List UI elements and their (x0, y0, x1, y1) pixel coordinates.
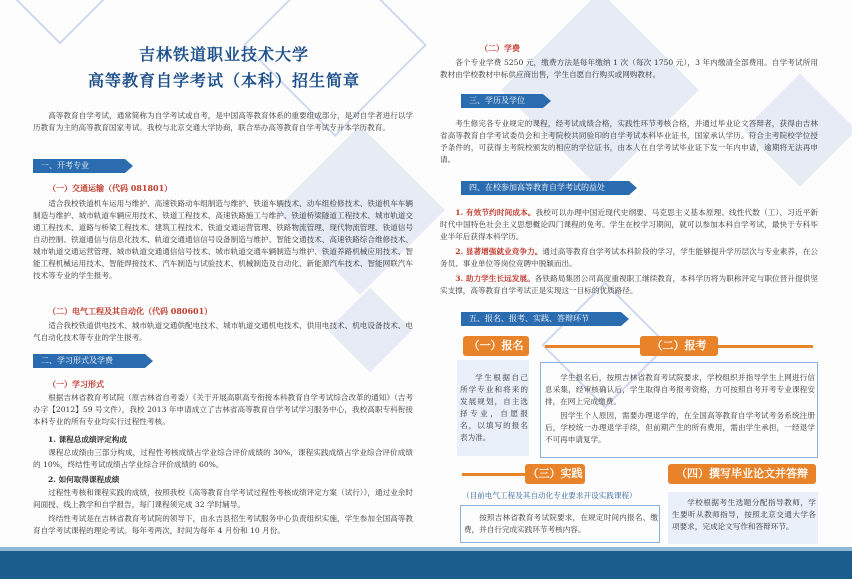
benefit-3-label: 3. 助力学生长远发展。 (455, 274, 535, 283)
exam-application-text-2: 因学生个人原因，需要办理退学的，在全国高等教育自学考试考务系统注册后，学校统一办理退学手续，但前期产生的所有费用，需由学生承担，一经退学不可再申请复学。 (545, 411, 815, 444)
get-score-label: 2. 如何取得课程成绩 (48, 475, 120, 484)
major-1-title: （一）交通运输（代码 081801） (48, 183, 173, 193)
thesis-tag: （四）撰写毕业论文并答辩 (668, 464, 816, 484)
exam-application-line-right (718, 345, 813, 348)
degree-text: 考生修完各专业规定的课程，经考试成绩合格，实践性环节考核合格，并通过毕业论文答辩者，获得由吉林省高等教育自学考试委员会和主考院校共同验印的自学考试本科毕业证书，国家承认学历。符合主考院校学位授予条件的，可获得主考院校颁发的相应的学位证书，由本人在自学考试毕业证下发一年内申请，逾期将无法再申请。 (440, 119, 818, 164)
section-header-benefits: 四、在校参加高等教育自学考试的益处 (461, 181, 629, 195)
registration-text: 学生根据自己所学专业和将来的发展规划，自主选择专业，自愿报名，以填写的报名表为准。 (460, 373, 528, 442)
page-title: 吉林铁道职业技术大学 (138, 45, 309, 64)
exam-application-tag: （二）报考 (640, 336, 718, 356)
practice-tag: （三）实践 (525, 464, 585, 484)
fee-title: （二）学费 (480, 43, 520, 53)
practice-line (462, 473, 525, 476)
thesis-text: 学校根据考生选题分配指导教师，学生要听从教师指导，按照北京交通大学各项要求，完成论文写作和答辩环节。 (672, 498, 816, 531)
practice-note: （目前电气工程及其自动化专业要求开设实践课程） (462, 491, 637, 500)
fee-text: 各个专业学费 5250 元，缴费方法是每年缴纳 1 次（每次 1750 元），3 年内缴清全部费用。自学考试所用教材由学校教材中标供应商出售，学生自愿自行购买或网购教材。 (440, 58, 818, 79)
major-2-title: （二）电气工程及其自动化（代码 080601） (48, 306, 213, 316)
section-header-study: 二、学习形式及学费 (33, 354, 145, 368)
decoration-diamond (11, 0, 110, 44)
intro-text: 高等教育自学考试，通常简称为自学考试或自考，是中国高等教育体系的重要组成部分，是对自学者进行以学历教育为主的高等教育国家考试。我校与北京交通大学协商，联合举办高等教育自学考试专升本学历教育。 (33, 111, 413, 132)
registration-tag: （一）报名 (463, 336, 529, 356)
study-form-title: （一）学习形式 (48, 379, 104, 389)
practice-text: 按照吉林省教育考试院要求，在规定时间内报名、缴费，并自行完成实践环节考核内容。 (464, 513, 658, 534)
benefit-1-label: 1. 有效节约时间成本。 (455, 208, 536, 217)
benefit-1-text: 我校可以办理中国近现代史纲要、马克思主义基本原理、线性代数（工）、习近平新时代中国特色社会主义思想概论四门课程的免考。学生在校学习期间，就可以参加本科自学考试，最快于专科毕业半年后获得本科学历。 (440, 208, 818, 241)
get-score-text-1: 过程性考核和课程实践的成绩，按照我校《高等教育自学考试过程性考核成绩评定方案（试行）》，通过业余时间面授、线上教学和自学报告，每门课程须完成 32 学时辅导。 (33, 488, 413, 509)
study-form-text: 根据吉林省教育考试院（原吉林省自考委）《关于开展高职高专衔接本科教育自学考试综合改革的通知》（吉考办字【2012】59 号文件），我校 2013 年申请成立了吉林省高等教育自学考试学习服务中心，我校高职专科衔接本科专业的所有专业均实行过程性考核。 (33, 393, 413, 426)
score-composition-text: 课程总成绩由三部分构成，过程性考核成绩占学业综合评价成绩的 30%，课程实践成绩占学业综合评价成绩的 10%，终结性考试成绩占学业综合评价成绩的 60%。 (33, 448, 413, 469)
exam-application-line-left (545, 345, 640, 348)
benefit-3-text: 各铁路局集团公司高度重视职工继续教育，本科学历将为职称评定与职位晋升提供坚实支撑，高等教育自学考试正是实现这一目标的优质路径。 (440, 274, 819, 295)
benefit-2 (440, 246, 818, 270)
major-1-text: 适合我校铁道机车运用与维护、高速铁路动车组制造与维护、铁道车辆技术、动车组检修技术、铁道机车车辆制造与维护、城市轨道车辆应用技术、铁道工程技术、高速铁路施工与维护、铁道桥梁隧道工程技术、城市轨道交通工程技术、道路与桥梁工程技术、建筑工程技术、铁道交通运营管理、铁路物流管理、现代物流管理、铁道信号自动控制、铁道通信与信息化技术、轨道交通通信信号设备制造与维护、智能交通技术、高速铁路综合维修技术、城市轨道交通运营管理、城市轨道交通通信信号技术、城市轨道交通车辆制造与维护、铁道养路机械应用技术、智能工程机械运用技术、智能焊接技术、汽车制造与试验技术、机械制造及自动化、新能源汽车技术、智能网联汽车技术等专业的学生报考。 (33, 199, 413, 280)
footer-bar (0, 551, 852, 579)
score-composition-label: 1. 课程总成绩评定构成 (48, 435, 127, 444)
section-header-steps: 五、报名、报考、实践、答辩环节 (461, 312, 621, 326)
exam-application-text-1: 学生报名后，按照吉林省教育考试院要求，学校组织并指导学生上网进行信息采集，经审核确认后，学生取得自考报考资格，方可按照自考开考专业课程安排，在网上完成缴费。 (545, 373, 815, 406)
section-header-degree: 三、学历及学位 (461, 94, 543, 108)
major-2-text: 适合我校铁道供电技术、城市轨道交通供配电技术、城市轨道交通机电技术、供用电技术、机电设备技术、电气自动化技术等专业的学生报考。 (33, 321, 413, 342)
benefit-3 (440, 273, 818, 297)
page-subtitle: 高等教育自学考试（本科）招生简章 (87, 71, 360, 90)
get-score-text-2: 终结性考试是在吉林省教育考试院的领导下，由永吉县招生考试服务中心负责组织实施，学生参加全国高等教育自学考试课程的理论考试。每年考两次，时间为每年 4 月份和 10 月份。 (33, 514, 413, 535)
benefit-1 (440, 207, 818, 243)
benefit-2-label: 2. 显著增强就业竞争力。 (455, 247, 543, 256)
section-header-majors: 一、开考专业 (33, 159, 125, 173)
benefit-2-text: 通过高等教育自学考试本科阶段的学习，学生能够提升学历层次与专业素养，在公务员、事业单位等岗位竞聘中脱颖而出。 (440, 247, 819, 268)
